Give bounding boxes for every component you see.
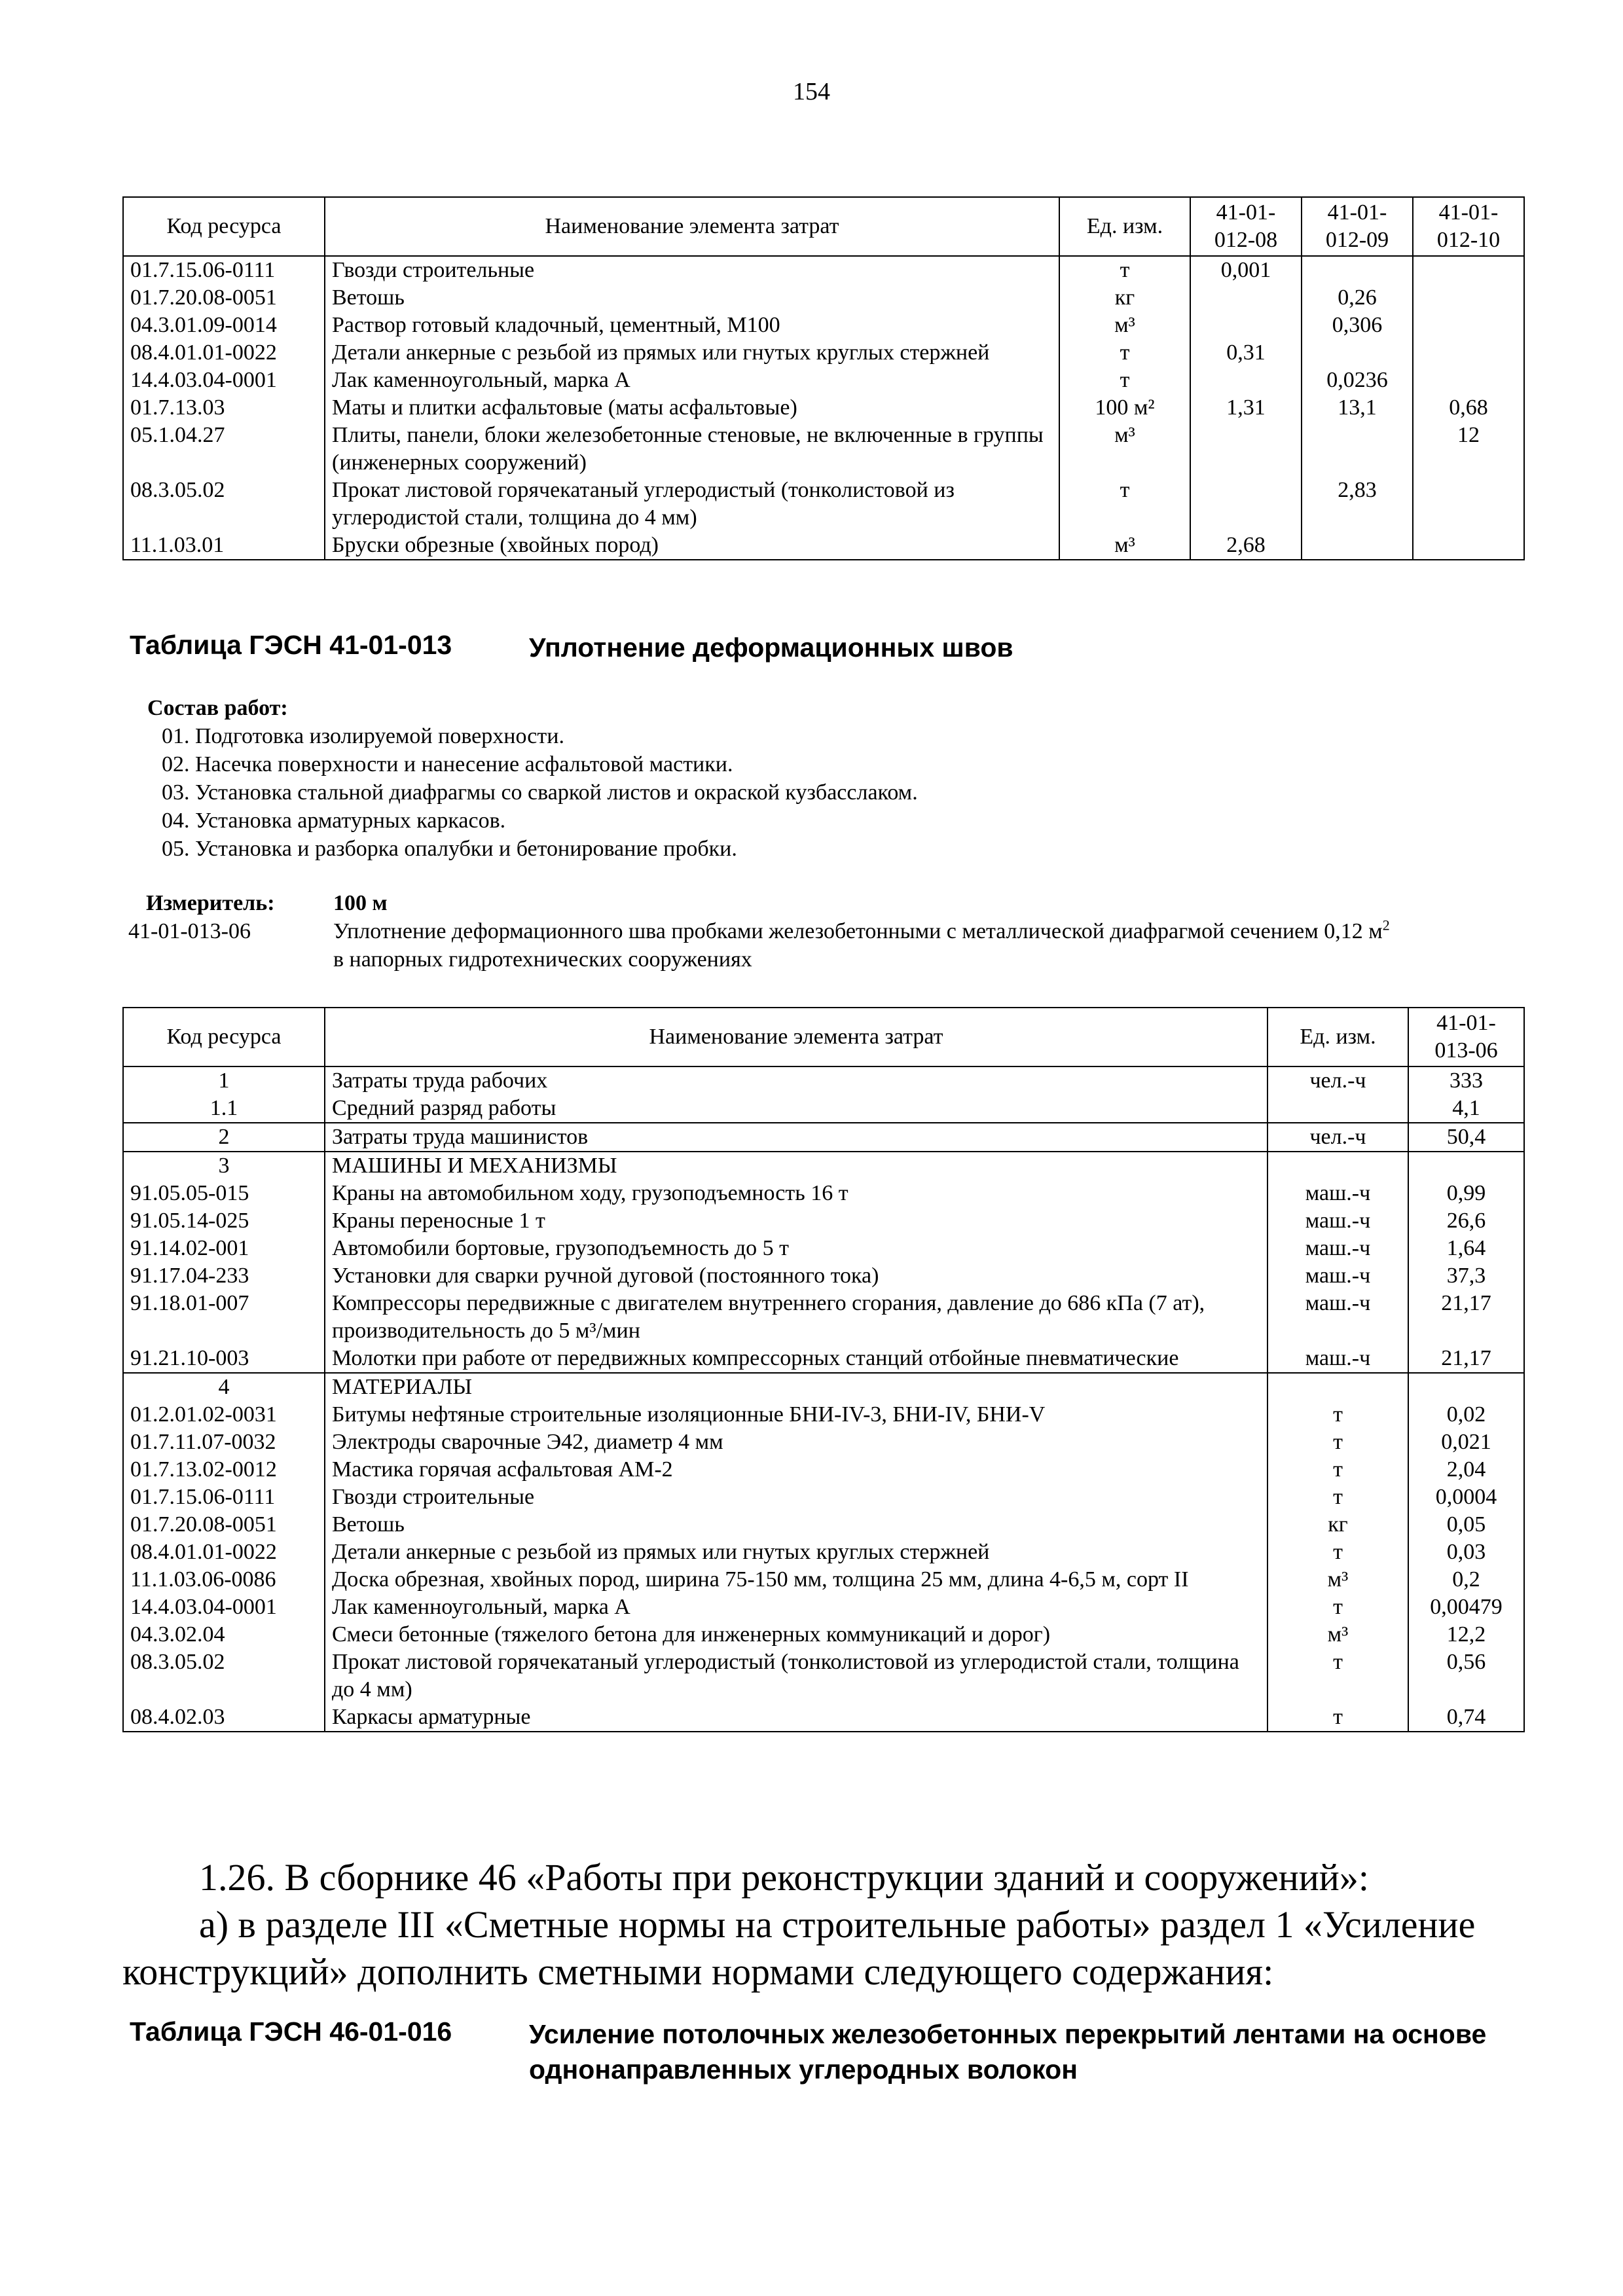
value-012-10 xyxy=(1413,256,1524,284)
works-item: 04. Установка арматурных каркасов. xyxy=(162,809,506,833)
resource-code: 3 xyxy=(123,1152,325,1180)
page-number: 154 xyxy=(793,78,830,105)
works-item: 02. Насечка поверхности и нанесение асфальтовой мастики. xyxy=(162,752,733,776)
table-heading-016 xyxy=(130,2016,1524,2102)
resource-code: 91.21.10-003 xyxy=(123,1345,325,1373)
resource-code: 01.7.11.07-0032 xyxy=(123,1429,325,1456)
value-012-09: 2,83 xyxy=(1302,477,1413,532)
resource-unit: т xyxy=(1059,367,1190,394)
resource-unit: маш.-ч xyxy=(1267,1235,1408,1262)
value-012-10 xyxy=(1413,339,1524,367)
table-row xyxy=(123,339,1524,367)
resource-unit: маш.-ч xyxy=(1267,1345,1408,1373)
resource-unit: т xyxy=(1059,477,1190,532)
table-row xyxy=(123,477,1524,532)
col-header-code: Код ресурса xyxy=(123,197,325,256)
col-header-unit: Ед. изм. xyxy=(1267,1008,1408,1066)
resource-name: Гвозди строительные xyxy=(325,1484,1267,1511)
value-013-06: 2,04 xyxy=(1408,1456,1524,1484)
resource-code: 1.1 xyxy=(123,1095,325,1123)
resource-code: 91.17.04-233 xyxy=(123,1262,325,1290)
norm-sup: 2 xyxy=(1382,917,1390,934)
col-header-name: Наименование элемента затрат xyxy=(325,197,1059,256)
value-012-08: 2,68 xyxy=(1190,532,1302,560)
resource-name: МАТЕРИАЛЫ xyxy=(325,1373,1267,1401)
table-row xyxy=(123,1123,1524,1152)
table-row xyxy=(123,1429,1524,1456)
table-row xyxy=(123,312,1524,339)
value-013-06: 37,3 xyxy=(1408,1262,1524,1290)
table-row xyxy=(123,1484,1524,1511)
meter-value: 100 м xyxy=(333,891,388,915)
value-012-10 xyxy=(1413,284,1524,312)
table-row xyxy=(123,1539,1524,1566)
table-heading-label: Таблица ГЭСН 41-01-013 xyxy=(130,630,452,660)
resource-name: Молотки при работе от передвижных компрессорных станций отбойные пневматические xyxy=(325,1345,1267,1373)
resource-code: 14.4.03.04-0001 xyxy=(123,1594,325,1621)
resource-code: 01.7.13.03 xyxy=(123,394,325,422)
col-header-norm-08: 41-01- 012-08 xyxy=(1190,197,1302,256)
value-013-06: 50,4 xyxy=(1408,1123,1524,1152)
table-row xyxy=(123,284,1524,312)
resource-code: 08.4.01.01-0022 xyxy=(123,1539,325,1566)
works-title: Состав работ: xyxy=(147,696,288,720)
norm-text-line1: Уплотнение деформационного шва пробками железобетонными с металлической диафрагмой сечением 0,12 м xyxy=(333,919,1383,943)
table-row xyxy=(123,1235,1524,1262)
table-row xyxy=(123,1621,1524,1649)
value-012-08: 0,001 xyxy=(1190,256,1302,284)
resource-unit: чел.-ч xyxy=(1267,1066,1408,1095)
table-row xyxy=(123,394,1524,422)
resource-code: 05.1.04.27 xyxy=(123,422,325,477)
table-row xyxy=(123,1066,1524,1095)
value-013-06: 0,99 xyxy=(1408,1180,1524,1207)
resource-code: 1 xyxy=(123,1066,325,1095)
value-013-06: 4,1 xyxy=(1408,1095,1524,1123)
resource-name: Детали анкерные с резьбой из прямых или гнутых круглых стержней xyxy=(325,1539,1267,1566)
title-line2: однонаправленных углеродных волокон xyxy=(529,2054,1078,2085)
resource-code: 01.2.01.02-0031 xyxy=(123,1401,325,1429)
value-013-06: 21,17 xyxy=(1408,1290,1524,1345)
table-row xyxy=(123,1401,1524,1429)
resource-name: Краны на автомобильном ходу, грузоподъемность 16 т xyxy=(325,1180,1267,1207)
resource-name: Средний разряд работы xyxy=(325,1095,1267,1123)
value-012-09: 0,0236 xyxy=(1302,367,1413,394)
resource-unit: т xyxy=(1267,1704,1408,1732)
table-012-body xyxy=(123,256,1524,560)
value-012-08: 0,31 xyxy=(1190,339,1302,367)
resource-name: Затраты труда машинистов xyxy=(325,1123,1267,1152)
resource-unit: т xyxy=(1267,1456,1408,1484)
table-row xyxy=(123,532,1524,560)
value-012-09: 13,1 xyxy=(1302,394,1413,422)
value-012-10: 0,68 xyxy=(1413,394,1524,422)
resource-code: 08.3.05.02 xyxy=(123,477,325,532)
table-row xyxy=(123,1180,1524,1207)
resource-code: 01.7.20.08-0051 xyxy=(123,1511,325,1539)
resource-code: 01.7.13.02-0012 xyxy=(123,1456,325,1484)
resource-code: 91.14.02-001 xyxy=(123,1235,325,1262)
value-013-06: 0,03 xyxy=(1408,1539,1524,1566)
resource-name: Битумы нефтяные строительные изоляционные БНИ-IV-3, БНИ-IV, БНИ-V xyxy=(325,1401,1267,1429)
resource-code: 91.05.14-025 xyxy=(123,1207,325,1235)
resource-table-012 xyxy=(122,196,1525,560)
value-013-06: 26,6 xyxy=(1408,1207,1524,1235)
col-header-code: Код ресурса xyxy=(123,1008,325,1066)
resource-name: Бруски обрезные (хвойных пород) xyxy=(325,532,1059,560)
resource-code: 01.7.20.08-0051 xyxy=(123,284,325,312)
value-013-06: 1,64 xyxy=(1408,1235,1524,1262)
value-012-09 xyxy=(1302,256,1413,284)
resource-unit: маш.-ч xyxy=(1267,1180,1408,1207)
value-012-10 xyxy=(1413,477,1524,532)
norm-text-line2: в напорных гидротехнических сооружениях xyxy=(333,947,752,972)
meter-label: Измеритель: xyxy=(146,891,275,915)
resource-name: Электроды сварочные Э42, диаметр 4 мм xyxy=(325,1429,1267,1456)
value-012-09: 0,26 xyxy=(1302,284,1413,312)
resource-name: Прокат листовой горячекатаный углеродистый (тонколистовой из углеродистой стали, толщина до 4 мм) xyxy=(325,477,1059,532)
resource-name: Компрессоры передвижные с двигателем внутреннего сгорания, давление до 686 кПа (7 ат), производительность до 5 м³/мин xyxy=(325,1290,1267,1345)
value-012-08 xyxy=(1190,284,1302,312)
works-block xyxy=(147,694,1391,863)
table-row xyxy=(123,1207,1524,1235)
col-header-unit: Ед. изм. xyxy=(1059,197,1190,256)
resource-unit: маш.-ч xyxy=(1267,1262,1408,1290)
value-012-08 xyxy=(1190,367,1302,394)
works-item: 03. Установка стальной диафрагмы со сваркой листов и окраской кузбасслаком. xyxy=(162,780,918,805)
value-013-06: 0,05 xyxy=(1408,1511,1524,1539)
resource-unit: т xyxy=(1267,1539,1408,1566)
resource-code: 04.3.01.09-0014 xyxy=(123,312,325,339)
resource-name: Ветошь xyxy=(325,284,1059,312)
resource-name: Гвозди строительные xyxy=(325,256,1059,284)
value-013-06 xyxy=(1408,1152,1524,1180)
resource-unit: м³ xyxy=(1059,312,1190,339)
resource-name: Раствор готовый кладочный, цементный, М100 xyxy=(325,312,1059,339)
table-row xyxy=(123,1345,1524,1373)
table-row xyxy=(123,1456,1524,1484)
resource-unit: кг xyxy=(1059,284,1190,312)
resource-unit: м³ xyxy=(1059,422,1190,477)
table-row xyxy=(123,1511,1524,1539)
col-header-norm-10: 41-01- 012-10 xyxy=(1413,197,1524,256)
resource-code: 08.3.05.02 xyxy=(123,1649,325,1704)
resource-name: Лак каменноугольный, марка А xyxy=(325,367,1059,394)
value-013-06: 333 xyxy=(1408,1066,1524,1095)
table-heading-label: Таблица ГЭСН 46-01-016 xyxy=(130,2016,452,2047)
resource-name: Смеси бетонные (тяжелого бетона для инженерных коммуникаций и дорог) xyxy=(325,1621,1267,1649)
paragraph-line2: а) в разделе III «Сметные нормы на строительные работы» раздел 1 «Усиление конструкций» дополнить сметными нормами следующего содержания: xyxy=(122,1903,1476,1993)
works-item: 05. Установка и разборка опалубки и бетонирование пробки. xyxy=(162,837,737,861)
works-list xyxy=(147,722,1391,863)
resource-name: Ветошь xyxy=(325,1511,1267,1539)
value-013-06: 0,56 xyxy=(1408,1649,1524,1704)
table-row xyxy=(123,1095,1524,1123)
value-012-08 xyxy=(1190,422,1302,477)
col-header-norm-06: 41-01- 013-06 xyxy=(1408,1008,1524,1066)
resource-name: Плиты, панели, блоки железобетонные стеновые, не включенные в группы (инженерных сооружений) xyxy=(325,422,1059,477)
resource-name: Автомобили бортовые, грузоподъемность до 5 т xyxy=(325,1235,1267,1262)
resource-name: Доска обрезная, хвойных пород, ширина 75-150 мм, толщина 25 мм, длина 4-6,5 м, сорт II xyxy=(325,1566,1267,1594)
resource-unit: м³ xyxy=(1267,1621,1408,1649)
resource-code: 91.18.01-007 xyxy=(123,1290,325,1345)
resource-code: 04.3.02.04 xyxy=(123,1621,325,1649)
table-row xyxy=(123,1649,1524,1704)
resource-name: Маты и плитки асфальтовые (маты асфальтовые) xyxy=(325,394,1059,422)
value-012-10: 12 xyxy=(1413,422,1524,477)
value-012-08 xyxy=(1190,312,1302,339)
value-012-09 xyxy=(1302,422,1413,477)
value-012-09: 0,306 xyxy=(1302,312,1413,339)
table-row xyxy=(123,1566,1524,1594)
resource-unit: т xyxy=(1059,339,1190,367)
table-row xyxy=(123,1290,1524,1345)
resource-code: 11.1.03.06-0086 xyxy=(123,1566,325,1594)
resource-name: Прокат листовой горячекатаный углеродистый (тонколистовой из углеродистой стали, толщина до 4 мм) xyxy=(325,1649,1267,1704)
col-header-name: Наименование элемента затрат xyxy=(325,1008,1267,1066)
works-item: 01. Подготовка изолируемой поверхности. xyxy=(162,724,564,748)
resource-unit: чел.-ч xyxy=(1267,1123,1408,1152)
resource-unit: т xyxy=(1267,1594,1408,1621)
value-013-06: 0,02 xyxy=(1408,1401,1524,1429)
table-row xyxy=(123,422,1524,477)
value-013-06: 0,74 xyxy=(1408,1704,1524,1732)
resource-unit: т xyxy=(1059,256,1190,284)
resource-code: 14.4.03.04-0001 xyxy=(123,367,325,394)
table-heading-title xyxy=(529,2016,1486,2087)
resource-unit: 100 м² xyxy=(1059,394,1190,422)
value-012-09 xyxy=(1302,532,1413,560)
table-row xyxy=(123,1373,1524,1401)
resource-unit: т xyxy=(1267,1649,1408,1704)
table-heading-title: Уплотнение деформационных швов xyxy=(529,632,1013,663)
resource-code: 11.1.03.01 xyxy=(123,532,325,560)
resource-unit xyxy=(1267,1152,1408,1180)
resource-name: Установки для сварки ручной дуговой (постоянного тока) xyxy=(325,1262,1267,1290)
meter-block xyxy=(122,889,1523,974)
resource-name: МАШИНЫ И МЕХАНИЗМЫ xyxy=(325,1152,1267,1180)
value-012-08: 1,31 xyxy=(1190,394,1302,422)
value-013-06: 21,17 xyxy=(1408,1345,1524,1373)
table-row xyxy=(123,367,1524,394)
table-row xyxy=(123,256,1524,284)
norm-description xyxy=(333,917,1525,974)
resource-code: 91.05.05-015 xyxy=(123,1180,325,1207)
value-013-06: 12,2 xyxy=(1408,1621,1524,1649)
resource-unit: кг xyxy=(1267,1511,1408,1539)
value-013-06 xyxy=(1408,1373,1524,1401)
resource-table-013 xyxy=(122,1007,1525,1732)
table-row xyxy=(123,1262,1524,1290)
table-row xyxy=(123,1594,1524,1621)
value-013-06: 0,021 xyxy=(1408,1429,1524,1456)
resource-unit: т xyxy=(1267,1401,1408,1429)
value-013-06: 0,00479 xyxy=(1408,1594,1524,1621)
col-header-norm-09: 41-01- 012-09 xyxy=(1302,197,1413,256)
resource-unit: м³ xyxy=(1267,1566,1408,1594)
value-012-10 xyxy=(1413,367,1524,394)
resource-name: Мастика горячая асфальтовая АМ-2 xyxy=(325,1456,1267,1484)
resource-code: 4 xyxy=(123,1373,325,1401)
resource-unit: м³ xyxy=(1059,532,1190,560)
resource-name: Каркасы арматурные xyxy=(325,1704,1267,1732)
resource-unit: т xyxy=(1267,1484,1408,1511)
section-paragraph xyxy=(122,1854,1523,1995)
value-012-10 xyxy=(1413,532,1524,560)
title-line1: Усиление потолочных железобетонных перекрытий лентами на основе xyxy=(529,2019,1487,2049)
table-heading-013 xyxy=(130,630,1504,669)
value-012-10 xyxy=(1413,312,1524,339)
resource-code: 08.4.02.03 xyxy=(123,1704,325,1732)
table-row xyxy=(123,1704,1524,1732)
resource-unit xyxy=(1267,1095,1408,1123)
value-013-06: 0,0004 xyxy=(1408,1484,1524,1511)
resource-unit: маш.-ч xyxy=(1267,1207,1408,1235)
resource-name: Затраты труда рабочих xyxy=(325,1066,1267,1095)
table-013-body xyxy=(123,1066,1524,1732)
table-row xyxy=(123,1152,1524,1180)
value-012-09 xyxy=(1302,339,1413,367)
resource-code: 01.7.15.06-0111 xyxy=(123,256,325,284)
norm-code: 41-01-013-06 xyxy=(128,919,251,943)
resource-name: Лак каменноугольный, марка А xyxy=(325,1594,1267,1621)
value-013-06: 0,2 xyxy=(1408,1566,1524,1594)
resource-code: 01.7.15.06-0111 xyxy=(123,1484,325,1511)
resource-name: Детали анкерные с резьбой из прямых или гнутых круглых стержней xyxy=(325,339,1059,367)
resource-name: Краны переносные 1 т xyxy=(325,1207,1267,1235)
resource-code: 2 xyxy=(123,1123,325,1152)
resource-unit xyxy=(1267,1373,1408,1401)
resource-unit: т xyxy=(1267,1429,1408,1456)
resource-code: 08.4.01.01-0022 xyxy=(123,339,325,367)
value-012-08 xyxy=(1190,477,1302,532)
resource-unit: маш.-ч xyxy=(1267,1290,1408,1345)
paragraph-line1: 1.26. В сборнике 46 «Работы при реконструкции зданий и сооружений»: xyxy=(199,1856,1369,1899)
